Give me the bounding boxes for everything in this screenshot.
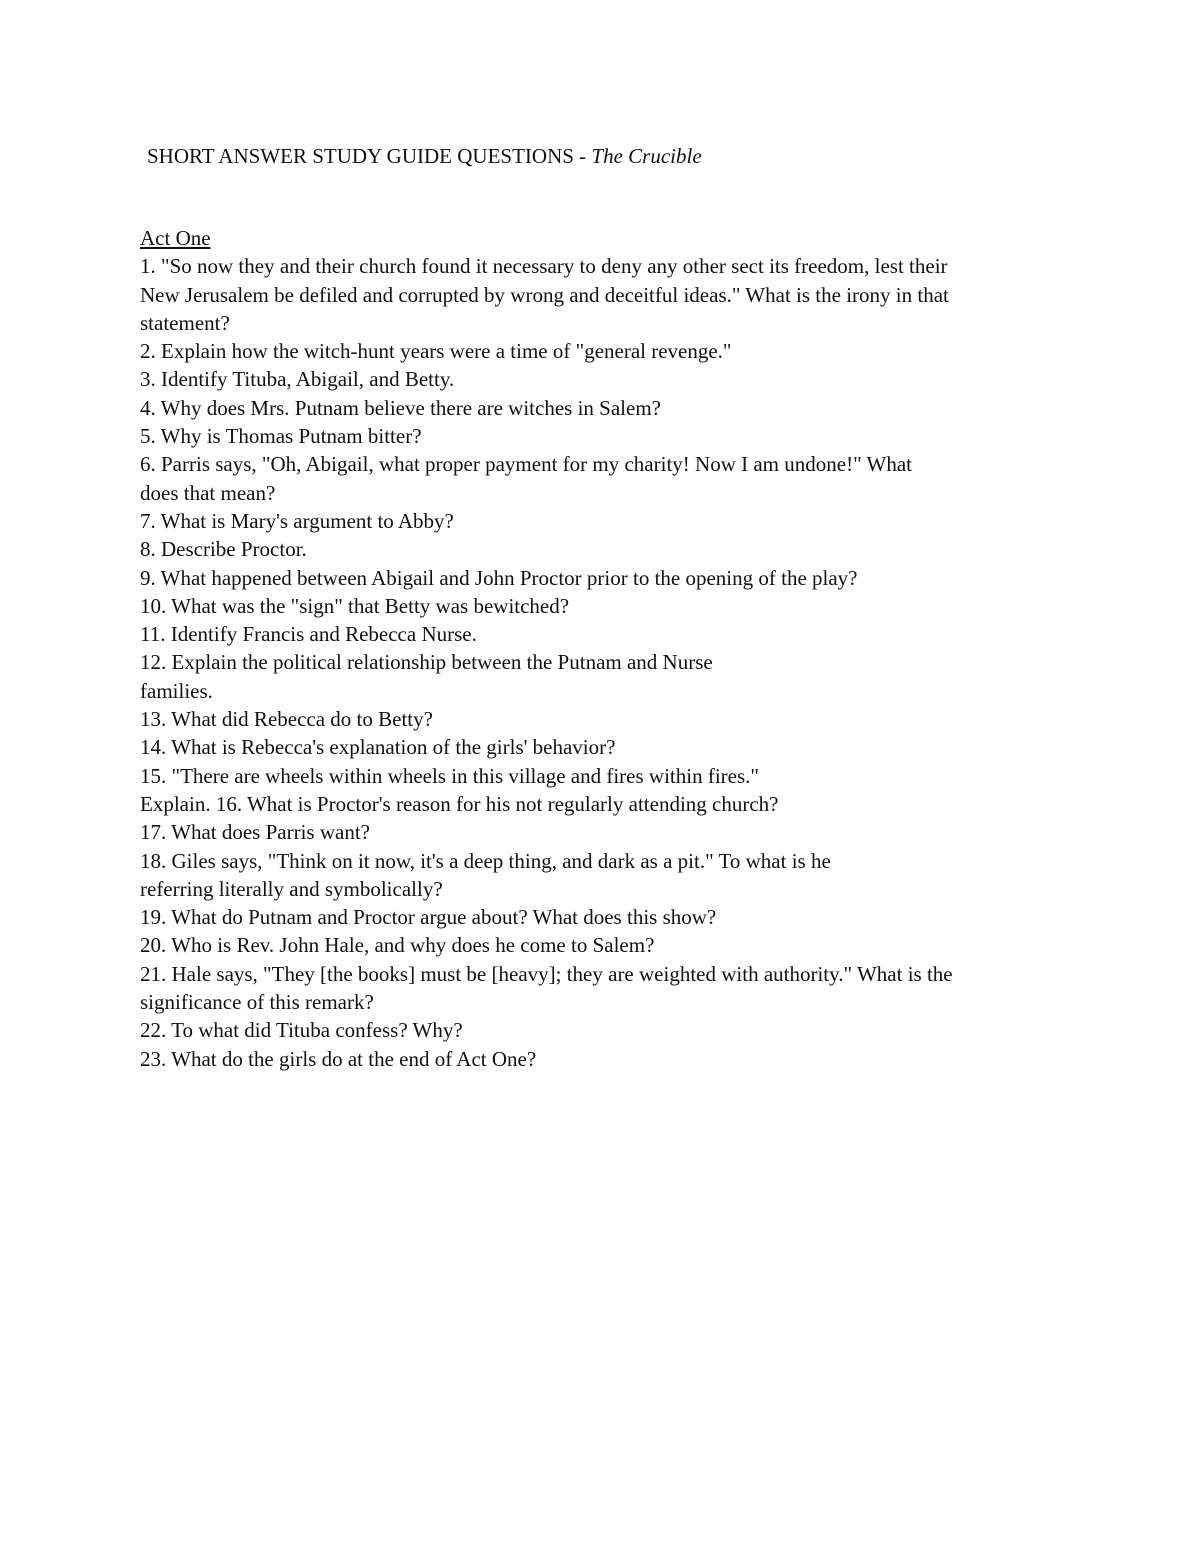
question-line: 22. To what did Tituba confess? Why? <box>140 1018 463 1043</box>
question-line: 6. Parris says, "Oh, Abigail, what proper payment for my charity! Now I am undone!" What <box>140 452 912 477</box>
question-line: 23. What do the girls do at the end of Act One? <box>140 1046 537 1071</box>
question-line: 11. Identify Francis and Rebecca Nurse. <box>140 622 477 647</box>
question-line: families. <box>140 678 213 703</box>
question-line: 3. Identify Tituba, Abigail, and Betty. <box>140 367 455 392</box>
question-line: 19. What do Putnam and Proctor argue about? What does this show? <box>140 905 717 930</box>
question-line: 17. What does Parris want? <box>140 820 370 845</box>
question-line: New Jerusalem be defiled and corrupted by wrong and deceitful ideas." What is the irony in that <box>140 282 949 307</box>
question-line: does that mean? <box>140 480 276 505</box>
document-title <box>147 142 702 170</box>
question-line: 4. Why does Mrs. Putnam believe there are witches in Salem? <box>140 395 661 420</box>
question-line: 8. Describe Proctor. <box>140 537 307 562</box>
question-line: statement? <box>140 310 230 335</box>
title-italic: The Crucible <box>591 144 702 168</box>
question-line: 10. What was the "sign" that Betty was bewitched? <box>140 593 570 618</box>
question-line: 2. Explain how the witch-hunt years were a time of "general revenge." <box>140 339 732 364</box>
question-line: 18. Giles says, "Think on it now, it's a deep thing, and dark as a pit." To what is he <box>140 848 831 873</box>
question-line: 9. What happened between Abigail and John Proctor prior to the opening of the play? <box>140 565 858 590</box>
question-line: significance of this remark? <box>140 990 374 1015</box>
question-line: 15. "There are wheels within wheels in this village and fires within fires." <box>140 763 759 788</box>
section-heading: Act One <box>140 226 211 250</box>
question-line: 20. Who is Rev. John Hale, and why does he come to Salem? <box>140 933 655 958</box>
question-line: 14. What is Rebecca's explanation of the girls' behavior? <box>140 735 616 760</box>
question-line: 13. What did Rebecca do to Betty? <box>140 707 433 732</box>
question-line: referring literally and symbolically? <box>140 876 443 901</box>
question-line: 1. "So now they and their church found it necessary to deny any other sect its freedom, lest their <box>140 254 948 279</box>
question-line: Explain. 16. What is Proctor's reason for his not regularly attending church? <box>140 791 779 816</box>
question-line: 5. Why is Thomas Putnam bitter? <box>140 424 422 449</box>
title-prefix: SHORT ANSWER STUDY GUIDE QUESTIONS - <box>147 144 592 168</box>
question-line: 12. Explain the political relationship between the Putnam and Nurse <box>140 650 713 675</box>
question-line: 7. What is Mary's argument to Abby? <box>140 508 454 533</box>
question-line: 21. Hale says, "They [the books] must be [heavy]; they are weighted with authority." What is the <box>140 961 953 986</box>
question-list <box>140 224 1070 1073</box>
